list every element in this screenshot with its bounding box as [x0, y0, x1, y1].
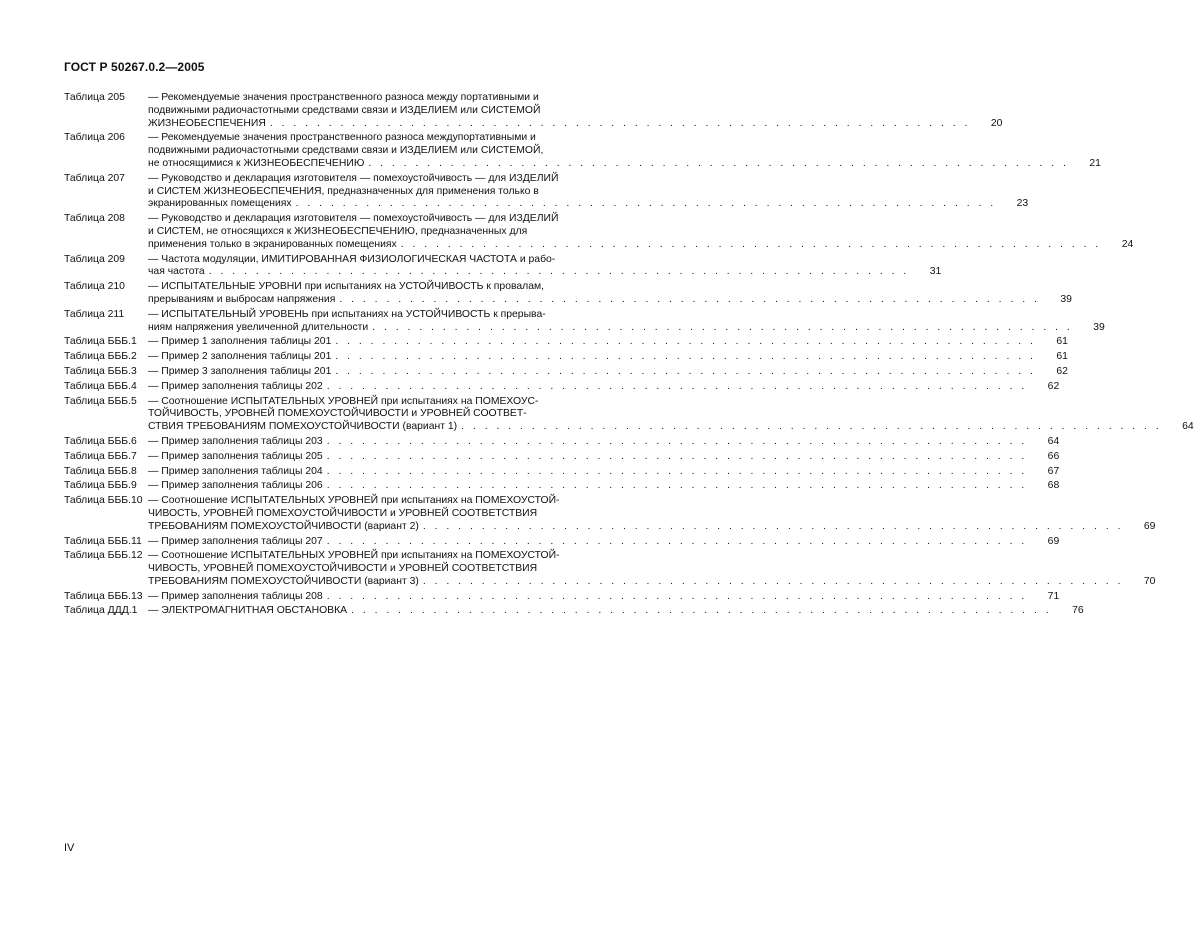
toc-entry-description [148, 309, 1105, 335]
toc-entry-page: 67 [1047, 465, 1060, 477]
table-of-contents [64, 92, 1194, 618]
toc-entry [64, 308, 1105, 335]
dot-leader: . . . . . . . . . . . . . . . . . . . . . . . . . . . . . . . . . . . . . . . . . . . . . . . . . . . . . . . . . . . . [326, 450, 1028, 462]
toc-entry [64, 132, 1101, 170]
toc-entry-text: ЖИЗНЕОБЕСПЕЧЕНИЯ [148, 117, 266, 129]
document-header: ГОСТ Р 50267.0.2—2005 [64, 60, 205, 74]
toc-entry-text: ТРЕБОВАНИЯМ ПОМЕХОУСТОЙЧИВОСТИ (вариант 2) [148, 520, 419, 532]
toc-entry [64, 213, 1134, 251]
toc-entry-line [148, 451, 1059, 464]
toc-entry-text: — Рекомендуемые значения пространственного разноса между портативными и [148, 92, 539, 103]
toc-entry-text: — Пример заполнения таблицы 204 [148, 465, 323, 477]
toc-entry-text: — Соотношение ИСПЫТАТЕЛЬНЫХ УРОВНЕЙ при испытаниях на ПОМЕХОУСТОЙ- [148, 550, 560, 562]
toc-entry-page: 70 [1143, 575, 1156, 587]
toc-entry-page: 76 [1072, 605, 1084, 617]
toc-entry-text: экранированных помещениях [148, 198, 292, 210]
toc-entry-label: Таблица БББ.5 [64, 395, 137, 407]
dot-leader: . . . . . . . . . . . . . . . . . . . . . . . . . . . . . . . . . . . . . . . . . . . . . . . . . . . . . . . . . . . . [208, 266, 910, 278]
toc-entry-text: ЧИВОСТЬ, УРОВНЕЙ ПОМЕХОУСТОЙЧИВОСТИ и УРОВНЕЙ СООТВЕТСТВИЯ [148, 507, 538, 519]
toc-entry-line [148, 576, 1155, 589]
toc-entry-text: — Пример заполнения таблицы 208 [148, 590, 323, 602]
toc-entry-label: Таблица БББ.8 [64, 465, 137, 477]
toc-entry-text: — Рекомендуемые значения пространственного разноса междупортативными и [148, 132, 536, 144]
toc-entry-line [148, 322, 1105, 335]
toc-entry-label: Таблица БББ.12 [64, 550, 143, 562]
toc-entry-line [148, 336, 1068, 349]
toc-entry-text: и СИСТЕМ, не относящихся к ЖИЗНЕОБЕСПЕЧЕНИЮ, предназначенных для [148, 225, 528, 237]
toc-entry-page: 23 [1016, 198, 1029, 210]
toc-entry-label: Таблица 208 [64, 213, 125, 225]
toc-entry-line [148, 105, 1002, 118]
toc-entry-description [148, 351, 1068, 364]
toc-entry-text: — ЭЛЕКТРОМАГНИТНАЯ ОБСТАНОВКА [148, 605, 348, 617]
toc-entry-description [148, 132, 1101, 170]
toc-entry-line [148, 351, 1068, 364]
toc-entry-line [148, 145, 1101, 158]
toc-entry-text: подвижными радиочастотными средствами связи и ИЗДЕЛИЕМ или СИСТЕМОЙ, [148, 145, 544, 157]
toc-entry-text: — Соотношение ИСПЫТАТЕЛЬНЫХ УРОВНЕЙ при испытаниях на ПОМЕХОУСТОЙ- [148, 495, 560, 507]
toc-entry-page: 69 [1143, 520, 1156, 532]
toc-entry-label: Таблица БББ.3 [64, 365, 137, 377]
toc-entry [64, 495, 1156, 533]
toc-entry-text: — Пример заполнения таблицы 203 [148, 435, 323, 447]
toc-entry-line [148, 366, 1068, 379]
toc-entry-text: не относящимися к ЖИЗНЕОБЕСПЕЧЕНИЮ [148, 157, 365, 169]
toc-entry-label: Таблица БББ.11 [64, 535, 142, 547]
toc-entry-page: 66 [1047, 450, 1060, 462]
toc-entry [64, 605, 1084, 618]
toc-entry-description [148, 591, 1059, 604]
toc-entry-line [148, 396, 1194, 409]
toc-entry-description [148, 495, 1155, 533]
toc-entry-description [148, 436, 1059, 449]
toc-entry-line [148, 158, 1101, 171]
toc-entry-label: Таблица 209 [64, 253, 125, 265]
toc-entry-line [148, 521, 1155, 534]
toc-entry-line [148, 421, 1194, 434]
toc-entry-line [148, 294, 1072, 307]
dot-leader: . . . . . . . . . . . . . . . . . . . . . . . . . . . . . . . . . . . . . . . . . . . . . . . . . . . . . . . . . . . . [339, 293, 1040, 305]
toc-entry-line [148, 466, 1059, 479]
dot-leader: . . . . . . . . . . . . . . . . . . . . . . . . . . . . . . . . . . . . . . . . . . . . . . . . . . . . . . . . . . . . [422, 520, 1124, 532]
toc-entry-label: Таблица 211 [64, 308, 125, 320]
toc-entry-text: ТРЕБОВАНИЯМ ПОМЕХОУСТОЙЧИВОСТИ (вариант 3) [148, 575, 419, 587]
toc-entry-text: — Частота модуляции, ИМИТИРОВАННАЯ ФИЗИОЛОГИЧЕСКАЯ ЧАСТОТА и рабо- [148, 253, 556, 265]
dot-leader: . . . . . . . . . . . . . . . . . . . . . . . . . . . . . . . . . . . . . . . . . . . . . . . . . . . . . . . . . . . . [400, 238, 1102, 250]
toc-entry-text: применения только в экранированных помещениях [148, 238, 397, 250]
toc-entry [64, 465, 1060, 479]
toc-entry-line [148, 281, 1072, 294]
toc-entry-line [148, 254, 941, 267]
toc-entry-line [148, 536, 1059, 549]
toc-entry-line [148, 436, 1059, 449]
toc-entry-label: Таблица БББ.9 [64, 480, 137, 492]
footer-page-number: IV [64, 842, 75, 854]
toc-entry-line [148, 563, 1155, 576]
toc-entry-line [148, 186, 1028, 199]
toc-entry-text: — Пример 1 заполнения таблицы 201 [148, 336, 332, 348]
dot-leader: . . . . . . . . . . . . . . . . . . . . . . . . . . . . . . . . . . . . . . . . . . . . . . . . . . . . . . . . . . . . [335, 365, 1036, 377]
toc-entry-page: 39 [1093, 321, 1105, 333]
toc-entry-line [148, 226, 1133, 239]
toc-entry-text: СТВИЯ ТРЕБОВАНИЯМ ПОМЕХОУСТОЙЧИВОСТИ (вариант 1) [148, 421, 458, 433]
dot-leader: . . . . . . . . . . . . . . . . . . . . . . . . . . . . . . . . . . . . . . . . . . . . . . . . . . . . . . . . . . . . [335, 351, 1036, 363]
toc-entry-line [148, 266, 941, 279]
toc-entry [64, 92, 1003, 130]
toc-entry [64, 253, 942, 280]
toc-entry-page: 64 [1182, 421, 1194, 433]
toc-entry [64, 336, 1068, 349]
toc-entry-line [148, 309, 1105, 322]
toc-entry-text: ниям напряжения увеличенной длительности [148, 321, 369, 333]
toc-entry-description [148, 336, 1068, 349]
toc-entry-text: — Соотношение ИСПЫТАТЕЛЬНЫХ УРОВНЕЙ при испытаниях на ПОМЕХОУС- [148, 395, 539, 407]
dot-leader: . . . . . . . . . . . . . . . . . . . . . . . . . . . . . . . . . . . . . . . . . . . . . . . . . . . . . . . . . . . . [326, 435, 1028, 447]
toc-entry-line [148, 605, 1084, 618]
toc-entry [64, 365, 1068, 379]
toc-entry-line [148, 173, 1028, 186]
toc-entry-label: Таблица БББ.13 [64, 590, 143, 602]
dot-leader: . . . . . . . . . . . . . . . . . . . . . . . . . . . . . . . . . . . . . . . . . . . . . . . . . . . . . . . . . . . . [368, 157, 1069, 169]
toc-entry-line [148, 381, 1059, 394]
toc-entry-label: Таблица БББ.1 [64, 336, 137, 348]
toc-entry [64, 450, 1060, 464]
dot-leader: . . . . . . . . . . . . . . . . . . . . . . . . . . . . . . . . . . . . . . . . . . . . . . . . . . . . . . . . . . . . [326, 480, 1028, 492]
toc-entry-label: Таблица 205 [64, 92, 125, 103]
toc-entry-line [148, 508, 1155, 521]
toc-entry-text: чая частота [148, 266, 205, 278]
toc-entry-label: Таблица БББ.7 [64, 450, 137, 462]
toc-entry [64, 395, 1194, 434]
toc-entry-description [148, 536, 1059, 549]
toc-entry-line [148, 495, 1155, 508]
toc-entry-page: 68 [1047, 480, 1060, 492]
toc-entry-text: ТОЙЧИВОСТЬ, УРОВНЕЙ ПОМЕХОУСТОЙЧИВОСТИ и УРОВНЕЙ СООТВЕТ- [148, 408, 527, 420]
toc-entry-description [148, 254, 941, 280]
toc-entry-text: — Пример 3 заполнения таблицы 201 [148, 365, 332, 377]
toc-entry [64, 172, 1029, 211]
toc-entry-description [148, 366, 1068, 379]
toc-entry-description [148, 213, 1133, 251]
toc-entry-label: Таблица БББ.10 [64, 495, 143, 507]
toc-entry [64, 435, 1060, 449]
toc-entry-line [148, 239, 1133, 252]
dot-leader: . . . . . . . . . . . . . . . . . . . . . . . . . . . . . . . . . . . . . . . . . . . . . . . . . . . . . . . . . . . . [422, 575, 1124, 587]
toc-entry-label: Таблица БББ.2 [64, 351, 137, 363]
toc-entry-line [148, 118, 1002, 131]
toc-entry-description [148, 281, 1072, 307]
toc-entry-line [148, 92, 1002, 105]
toc-entry-text: ЧИВОСТЬ, УРОВНЕЙ ПОМЕХОУСТОЙЧИВОСТИ и УРОВНЕЙ СООТВЕТСТВИЯ [148, 563, 538, 575]
toc-entry-description [148, 466, 1059, 479]
toc-entry-page: 69 [1047, 535, 1060, 547]
dot-leader: . . . . . . . . . . . . . . . . . . . . . . . . . . . . . . . . . . . . . . . . . . . . . . . . . . . . . . . . . . . . [326, 380, 1028, 392]
toc-entry-page: 21 [1089, 157, 1101, 169]
toc-entry-line [148, 132, 1101, 145]
dot-leader: . . . . . . . . . . . . . . . . . . . . . . . . . . . . . . . . . . . . . . . . . . . . . . . . . . . . . . . . . . . . [461, 421, 1162, 433]
toc-entry-page: 64 [1047, 435, 1060, 447]
toc-entry-line [148, 480, 1059, 493]
toc-entry-label: Таблица 206 [64, 132, 125, 144]
toc-entry [64, 590, 1060, 604]
toc-entry-description [148, 480, 1059, 493]
toc-entry-description [148, 173, 1028, 211]
toc-entry-line [148, 550, 1155, 563]
toc-entry-label: Таблица ДДД.1 [64, 605, 138, 617]
toc-entry-page: 24 [1121, 238, 1134, 250]
dot-leader: . . . . . . . . . . . . . . . . . . . . . . . . . . . . . . . . . . . . . . . . . . . . . . . . . . . . . . . . . . . . [295, 198, 997, 210]
dot-leader: . . . . . . . . . . . . . . . . . . . . . . . . . . . . . . . . . . . . . . . . . . . . . . . . . . . . . . . . . . . . [351, 605, 1052, 617]
toc-entry [64, 535, 1060, 549]
toc-entry-page: 20 [990, 117, 1003, 129]
dot-leader: . . . . . . . . . . . . . . . . . . . . . . . . . . . . . . . . . . . . . . . . . . . . . . . . . . . . . . . . . . . . [326, 590, 1028, 602]
toc-entry-line [148, 408, 1194, 421]
toc-entry-line [148, 213, 1133, 226]
toc-entry-text: — Пример заполнения таблицы 202 [148, 380, 323, 392]
toc-entry-text: — ИСПЫТАТЕЛЬНЫЙ УРОВЕНЬ при испытаниях на УСТОЙЧИВОСТЬ к прерыва- [148, 308, 546, 320]
toc-entry-description [148, 396, 1194, 434]
dot-leader: . . . . . . . . . . . . . . . . . . . . . . . . . . . . . . . . . . . . . . . . . . . . . . . . . . . . . . . . . . . . [372, 321, 1073, 333]
toc-entry-description [148, 451, 1059, 464]
toc-entry-text: — ИСПЫТАТЕЛЬНЫЕ УРОВНИ при испытаниях на УСТОЙЧИВОСТЬ к провалам, [148, 281, 545, 293]
toc-entry-description [148, 550, 1155, 588]
toc-entry-label: Таблица 207 [64, 172, 125, 184]
toc-entry-description [148, 381, 1059, 394]
dot-leader: . . . . . . . . . . . . . . . . . . . . . . . . . . . . . . . . . . . . . . . . . . . . . . . . . . . . . . . . . . . . [326, 535, 1028, 547]
toc-entry-line [148, 198, 1028, 211]
toc-entry-line [148, 591, 1059, 604]
toc-entry [64, 351, 1068, 364]
toc-entry-page: 62 [1056, 365, 1068, 377]
toc-entry-text: — Пример заполнения таблицы 206 [148, 480, 323, 492]
toc-entry [64, 281, 1072, 307]
toc-entry-description [148, 92, 1002, 130]
toc-entry-text: подвижными радиочастотными средствами связи и ИЗДЕЛИЕМ или СИСТЕМОЙ [148, 104, 541, 116]
toc-entry-page: 61 [1056, 351, 1068, 363]
dot-leader: . . . . . . . . . . . . . . . . . . . . . . . . . . . . . . . . . . . . . . . . . . . . . . . . . . . . . . . . . . . . [326, 465, 1028, 477]
toc-entry-text: — Пример заполнения таблицы 207 [148, 535, 323, 547]
toc-entry [64, 480, 1060, 493]
dot-leader: . . . . . . . . . . . . . . . . . . . . . . . . . . . . . . . . . . . . . . . . . . . . . . . . . . . . . . . . . . . . [335, 336, 1036, 348]
toc-entry-text: и СИСТЕМ ЖИЗНЕОБЕСПЕЧЕНИЯ, предназначенных для применения только в [148, 185, 539, 197]
toc-entry-description [148, 605, 1084, 618]
toc-entry-label: Таблица БББ.6 [64, 435, 137, 447]
toc-entry-page: 62 [1047, 380, 1060, 392]
toc-entry-page: 61 [1056, 336, 1068, 348]
toc-entry-text: — Руководство и декларация изготовителя — помехоустойчивость — для ИЗДЕЛИЙ [148, 213, 559, 225]
toc-entry-page: 71 [1047, 590, 1060, 602]
toc-entry-text: прерываниям и выбросам напряжения [148, 293, 336, 305]
toc-entry-text: — Пример заполнения таблицы 205 [148, 450, 323, 462]
toc-entry-text: — Пример 2 заполнения таблицы 201 [148, 351, 332, 363]
toc-entry-page: 39 [1060, 293, 1072, 305]
toc-entry [64, 550, 1156, 588]
dot-leader: . . . . . . . . . . . . . . . . . . . . . . . . . . . . . . . . . . . . . . . . . . . . . . . . . . . . . . . . . . . . [269, 117, 971, 129]
toc-entry-label: Таблица 210 [64, 281, 125, 293]
toc-entry [64, 380, 1060, 394]
toc-entry-label: Таблица БББ.4 [64, 380, 137, 392]
toc-entry-text: — Руководство и декларация изготовителя — помехоустойчивость — для ИЗДЕЛИЙ [148, 172, 559, 184]
toc-entry-page: 31 [929, 266, 942, 278]
